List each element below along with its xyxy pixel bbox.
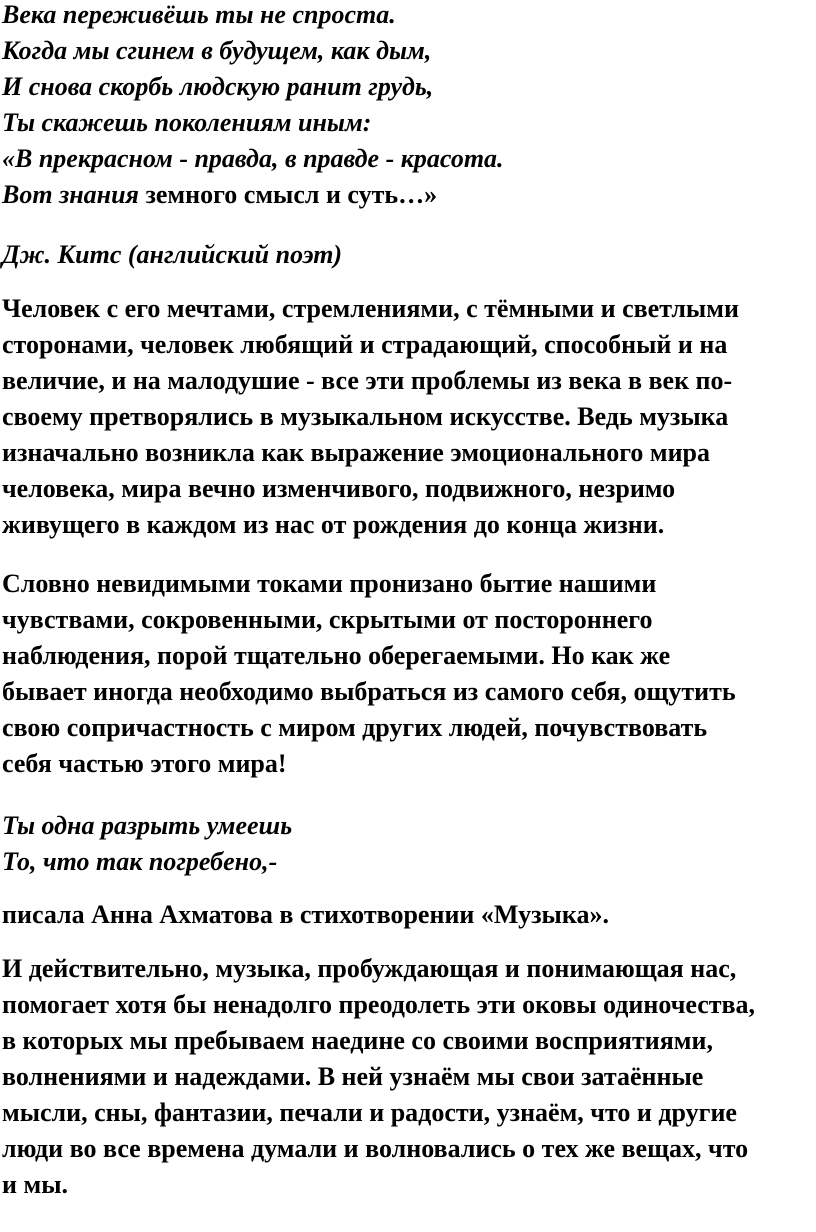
- paragraph-line: чувствами, сокровенными, скрытыми от постороннего: [2, 605, 653, 634]
- paragraph-line: люди во все времена думали и волновались о тех же вещах, что: [2, 1134, 749, 1163]
- paragraph-line: бывает иногда необходимо выбраться из самого себя, ощутить: [2, 677, 736, 706]
- paragraph-line: помогает хотя бы ненадолго преодолеть эти оковы одиночества,: [2, 990, 756, 1019]
- paragraph-line: И действительно, музыка, пробуждающая и понимающая нас,: [2, 954, 737, 983]
- paragraph-line: Словно невидимыми токами пронизано бытие нашими: [2, 569, 657, 598]
- paragraph-line: своему претворялись в музыкальном искусстве. Ведь музыка: [2, 402, 729, 431]
- paragraph-line: человека, мира вечно изменчивого, подвижного, незримо: [2, 474, 676, 503]
- poem-line: Ты скажешь поколениям иным:: [2, 108, 372, 137]
- poem-last-line-rest: земного смысл и суть…»: [138, 180, 438, 209]
- paragraph-3: [2, 897, 609, 933]
- poem-line: Века переживёшь ты не спроста.: [2, 0, 396, 29]
- poem-last-line-italic: Вот знания: [2, 180, 139, 209]
- paragraph-1: [2, 291, 739, 543]
- paragraph-line: себя частью этого мира!: [2, 749, 287, 778]
- paragraph-line: и мы.: [2, 1170, 68, 1199]
- paragraph-line: сторонами, человек любящий и страдающий, способный и на: [2, 330, 728, 359]
- paragraph-line: живущего в каждом из нас от рождения до конца жизни.: [2, 510, 665, 539]
- paragraph-line: в которых мы пребываем наедине со своими восприятиями,: [2, 1026, 713, 1055]
- epigraph-poem: [2, 0, 504, 213]
- quote-line: То, что так погребено,-: [2, 847, 278, 876]
- paragraph-line: наблюдения, порой тщательно оберегаемыми. Но как же: [2, 641, 671, 670]
- poem-line: Когда мы сгинем в будущем, как дым,: [2, 36, 432, 65]
- paragraph-line: писала Анна Ахматова в стихотворении «Музыка».: [2, 900, 609, 929]
- paragraph-2: [2, 566, 736, 782]
- paragraph-line: Человек с его мечтами, стремлениями, с тёмными и светлыми: [2, 294, 739, 323]
- quote-line: Ты одна разрыть умеешь: [2, 811, 293, 840]
- paragraph-line: величие, и на малодушие - все эти проблемы из века в век по-: [2, 366, 733, 395]
- paragraph-4: [2, 951, 755, 1203]
- paragraph-line: свою сопричастность с миром других людей, почувствовать: [2, 713, 708, 742]
- poem-last-line: [2, 177, 504, 213]
- epigraph-attribution: [2, 237, 342, 273]
- poem-line: И снова скорбь людскую ранит грудь,: [2, 72, 434, 101]
- paragraph-line: изначально возникла как выражение эмоционального мира: [2, 438, 711, 467]
- paragraph-line: мысли, сны, фантазии, печали и радости, узнаём, что и другие: [2, 1098, 737, 1127]
- attribution-text: Дж. Китс (английский поэт): [2, 240, 343, 269]
- poem-line: «В прекрасном - правда, в правде - красота.: [2, 144, 504, 173]
- akhmatova-quote: [2, 808, 292, 880]
- paragraph-line: волнениями и надеждами. В ней узнаём мы свои затаённые: [2, 1062, 704, 1091]
